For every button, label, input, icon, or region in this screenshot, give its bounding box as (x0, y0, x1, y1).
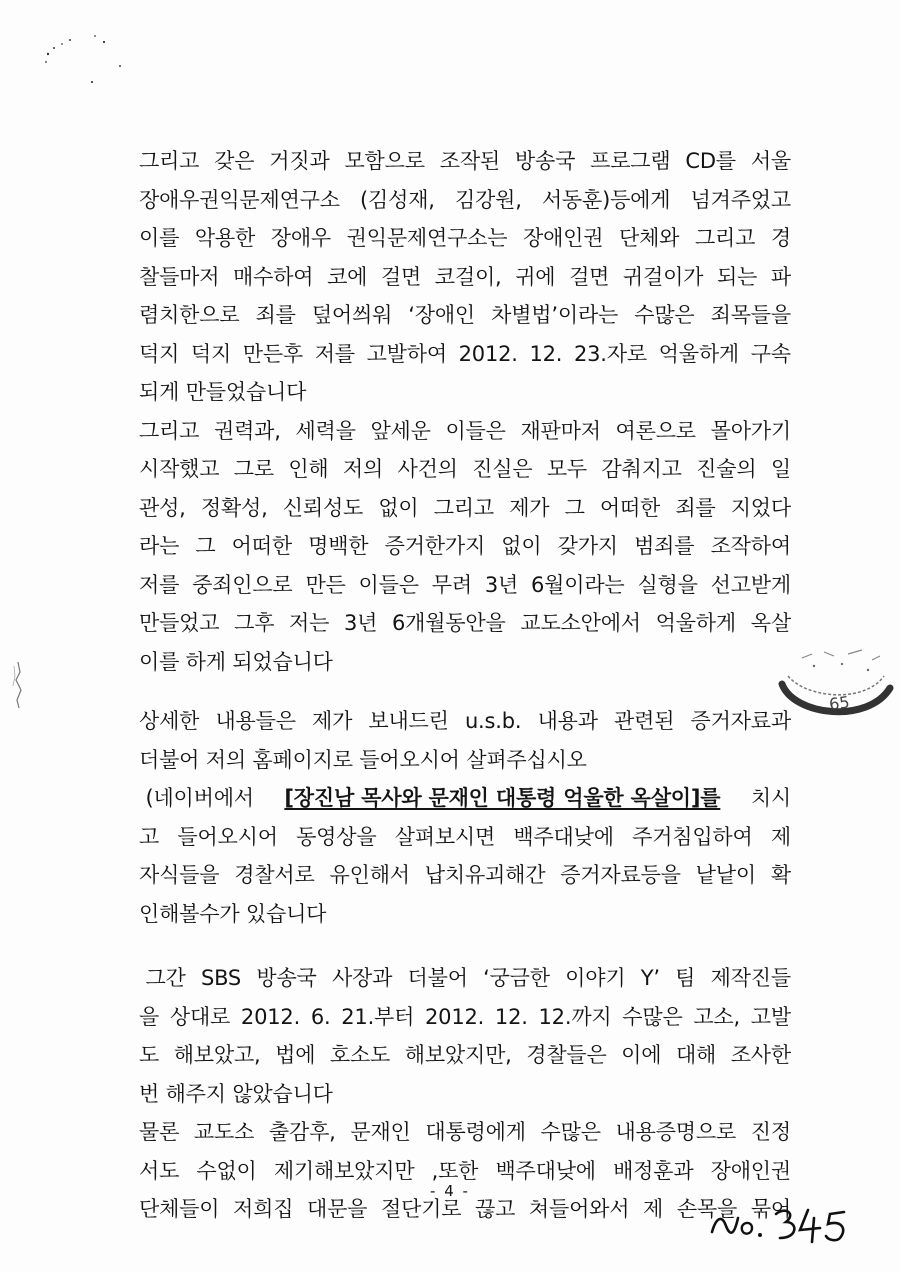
word: 해보았고, (173, 1043, 261, 1067)
word: 고 (139, 824, 160, 849)
word: 끊고 (475, 1197, 516, 1221)
word: ‘궁금한 (483, 966, 550, 990)
text-line (139, 856, 791, 895)
word: 교도소 (193, 1120, 255, 1144)
word: 고발하여 (366, 341, 447, 366)
word: 그리고 (139, 149, 200, 173)
scan-edge-mark (6, 660, 28, 710)
text-line (139, 1113, 791, 1152)
text-line (139, 702, 791, 741)
word: 3년 (343, 611, 378, 635)
word: 죄를 (675, 495, 716, 520)
word: 상대로 (169, 1004, 231, 1029)
word: 모함으로 (344, 149, 425, 173)
word: 정확성, (200, 495, 268, 520)
word: 코에 (327, 264, 368, 289)
word: 덕지 (190, 341, 232, 366)
word: 차별법’이라는 (491, 303, 619, 327)
word: 들어오시어 (359, 747, 460, 772)
word: (김성재, (360, 187, 435, 212)
word: 되게 (139, 380, 180, 404)
word: 그리고 (694, 226, 756, 250)
word: 어떠한 (599, 495, 661, 520)
word: 일 (770, 457, 791, 481)
word: 단체와 (619, 226, 680, 250)
word: 제가 (312, 709, 353, 733)
word: 제작진들 (710, 966, 791, 990)
word: 6. (310, 1004, 331, 1029)
word: 21.부터 (341, 1004, 415, 1029)
word: 앞세운 (370, 418, 431, 443)
text-line (139, 181, 791, 220)
word: 신뢰성도 (282, 495, 364, 520)
word: 세력을 (295, 418, 356, 443)
word: 만든 (305, 572, 346, 597)
text-line (139, 998, 791, 1037)
word: 2012. (425, 1004, 485, 1029)
word: 유인해서 (329, 863, 410, 887)
word: Y’ (640, 966, 660, 990)
word: 상세한 (139, 709, 200, 733)
word: 더불어 (407, 966, 468, 990)
word: 확 (770, 863, 791, 887)
word: 23.자로 (573, 341, 647, 366)
word: 3년 (484, 572, 519, 597)
text-line (139, 450, 791, 489)
word: 그 (564, 495, 585, 520)
word: (네이버에서 (139, 786, 254, 810)
word: 조작된 (439, 149, 500, 173)
word: 거짓과 (269, 149, 330, 173)
word: 그후 (234, 611, 275, 635)
word: 그리고 (139, 418, 200, 443)
word: SBS (200, 966, 242, 990)
text-line (139, 1075, 791, 1114)
word: u.s.b. (464, 709, 522, 733)
word: 만들었고 (139, 611, 220, 635)
word: 찰들마저 (139, 264, 220, 289)
word: 이를 (139, 226, 180, 250)
word: 만든후 (242, 341, 304, 366)
word: 대문을 (307, 1197, 368, 1221)
ink-stamp (772, 636, 896, 728)
word: 진술의 (696, 457, 757, 481)
word: 더불어 (139, 747, 200, 772)
word: 감춰지고 (601, 457, 682, 481)
word: 없이 (378, 495, 419, 520)
word: 들어오시어 (177, 824, 278, 849)
word: 을 (139, 1004, 160, 1029)
word: CD를 (685, 149, 736, 173)
word: 대통령에게 (425, 1120, 526, 1144)
text-line (139, 604, 791, 643)
word: 귀걸이가 (622, 264, 704, 289)
word: 고소, (693, 1004, 740, 1029)
word: 덮어씌워 (311, 303, 393, 327)
word: 인해 (288, 457, 329, 481)
word: 6월이라는 (531, 572, 625, 597)
word: 저를 (314, 341, 355, 366)
word: 저는 (289, 611, 330, 635)
word: 매수하여 (233, 264, 314, 289)
word: 걸면 (569, 264, 610, 289)
word: 모두 (546, 457, 587, 481)
word: 권익문제연구소는 (346, 226, 508, 250)
word: 죄를 (255, 303, 296, 327)
letter-body (139, 142, 791, 1229)
word: 갖가지 (557, 534, 618, 558)
text-line (139, 258, 791, 297)
text-line (139, 1036, 791, 1075)
word: 제 (770, 824, 791, 849)
word: 옥살 (750, 611, 791, 635)
page-number: - 4 - (430, 1182, 470, 1200)
word: 제가 (509, 495, 550, 520)
handwritten-document-number (700, 1192, 870, 1252)
word: 구속 (750, 341, 791, 366)
text-line (139, 643, 791, 682)
word: 재판마저 (520, 418, 601, 443)
word: 서울 (750, 149, 791, 173)
word: 수많은 (540, 1120, 601, 1144)
text-line (139, 335, 791, 374)
word: 관성, (139, 495, 186, 520)
text-line (139, 373, 791, 412)
word: 라는 (139, 534, 180, 558)
word: 걸면 (380, 264, 422, 289)
word: 지었다 (730, 495, 791, 520)
word: 코걸이, (434, 264, 502, 289)
word: 해주지 (165, 1081, 226, 1106)
word: 호소도 (329, 1043, 391, 1067)
word: 범죄를 (634, 534, 695, 558)
word: 절단기로 (380, 1197, 462, 1221)
word: 살펴주십시오 (466, 747, 587, 772)
word: 대해 (675, 1043, 717, 1067)
text-line (139, 219, 791, 258)
word: 방송국 (256, 966, 317, 990)
word: 억울하게 (655, 611, 736, 635)
word: 진실은 (472, 457, 533, 481)
word: 이들은 (445, 418, 506, 443)
word: 수많은 (634, 303, 695, 327)
word: 저희집 (233, 1197, 294, 1221)
word: 제 (643, 1197, 664, 1221)
word: 경 (770, 226, 791, 250)
word: 저의 (342, 457, 384, 481)
word: 2012. (240, 1004, 301, 1029)
paragraph-gap (139, 933, 791, 959)
word: 치시 (750, 786, 791, 810)
word: 덕지 (139, 341, 180, 366)
word: 되었습니다 (232, 649, 333, 674)
word: 내용들은 (215, 709, 296, 733)
word: 낱낱이 (695, 863, 756, 887)
text-line (139, 412, 791, 451)
word: 12.까지 (538, 1004, 612, 1029)
word: 렴치한으로 (139, 303, 240, 327)
word: 되는 (716, 264, 758, 289)
word: 손목을 (676, 1197, 738, 1221)
word: 장애우 (270, 226, 332, 250)
word: 시작했고 (139, 457, 220, 481)
word: 제기해보았지만 (273, 1158, 415, 1183)
word: 번 (139, 1081, 160, 1106)
word: 문재인 (350, 1120, 411, 1144)
word: 귀에 (515, 264, 556, 289)
word: 이를 (139, 649, 180, 674)
word: 않았습니다 (232, 1081, 333, 1106)
word: 저를 (139, 572, 180, 597)
word: 사건의 (397, 457, 458, 481)
word: 단체들이 (139, 1197, 220, 1221)
word: ‘장애인 (408, 303, 476, 327)
word: 억울하게 (658, 341, 740, 366)
word: 권력과, (214, 418, 281, 443)
word: 납치유괴해간 (424, 863, 546, 887)
word: 팀 (675, 966, 696, 990)
word: 조사한 (730, 1043, 791, 1067)
text-line (139, 959, 791, 998)
text-line (139, 566, 791, 605)
word: 있습니다 (245, 901, 327, 926)
word: 이들은 (358, 572, 419, 597)
word: 경찰서로 (234, 863, 315, 887)
word: 선고받게 (710, 572, 791, 597)
word: 배정훈과 (613, 1158, 694, 1183)
word: 그리고 (433, 495, 494, 520)
text-line (139, 818, 791, 857)
word: 도 (139, 1043, 160, 1067)
word: 무려 (431, 572, 472, 597)
word: 서도 (139, 1158, 180, 1183)
word: 프로그램 (590, 149, 671, 173)
word: 어떠한 (231, 534, 292, 558)
word: 갖은 (214, 149, 255, 173)
word: 12. (494, 1004, 528, 1029)
scan-specks (40, 26, 140, 96)
text-line (139, 489, 791, 528)
word: 교도소안에서 (520, 611, 641, 635)
word: 인해볼수가 (139, 901, 240, 926)
word: 내용과 (537, 709, 598, 733)
word: ,또한 (431, 1158, 479, 1183)
word: 해보았지만, (404, 1043, 512, 1067)
word: 내용증명으로 (615, 1120, 737, 1144)
word: 경찰들은 (526, 1043, 607, 1067)
word: 백주대낮에 (495, 1158, 596, 1183)
word: 장애인권 (710, 1158, 791, 1183)
word: 동영상을 (296, 824, 377, 849)
text-line (139, 895, 791, 934)
word: 그간 (139, 966, 186, 990)
word: 그 (195, 534, 216, 558)
word: 수없이 (196, 1158, 257, 1183)
word: 쳐들어와서 (528, 1197, 630, 1221)
word: 장애우권익문제연구소 (139, 187, 340, 212)
text-line (139, 142, 791, 181)
word: 넘겨주었고 (690, 187, 791, 212)
word: 만들었습니다 (185, 380, 307, 404)
word: 12. (529, 341, 563, 366)
word: 명백한 (308, 534, 369, 558)
word: 백주대낮에 (513, 824, 614, 849)
word: 파 (770, 264, 791, 289)
text-line (139, 779, 791, 818)
word: 주거침입하여 (632, 824, 753, 849)
word: 이야기 (565, 966, 626, 990)
word: 진정 (750, 1120, 791, 1144)
text-line (139, 741, 791, 780)
word: 하게 (185, 649, 226, 674)
word: 2012. (458, 341, 518, 366)
word: 이에 (621, 1043, 662, 1067)
word: 실형을 (637, 572, 698, 597)
word: 장애인권 (523, 226, 604, 250)
word: 법에 (275, 1043, 316, 1067)
word: 살펴보시면 (394, 824, 496, 849)
word: 관련된 (614, 709, 675, 733)
word: 그로 (233, 457, 274, 481)
word: 중죄인으로 (192, 572, 293, 597)
word: 몰아가기 (710, 418, 791, 443)
search-keyword: [장진남 목사와 문재인 대통령 억울한 옥살이]를 (284, 786, 721, 810)
svg-text:65: 65 (827, 692, 851, 714)
word: 보내드린 (368, 709, 449, 733)
word: 죄목들을 (710, 303, 791, 327)
word: 증거한가지 (384, 534, 486, 558)
word: 김강원, (454, 187, 522, 212)
word: 물론 (139, 1120, 180, 1144)
word: 묶어 (750, 1197, 791, 1221)
paragraph-gap (139, 681, 791, 702)
word: 저의 (205, 747, 246, 772)
word: 서동훈)등에게 (541, 187, 671, 212)
word: 수많은 (622, 1004, 683, 1029)
word: 방송국 (514, 149, 576, 173)
text-line (139, 296, 791, 335)
word: 증거자료과 (690, 709, 791, 733)
word: 없이 (501, 534, 542, 558)
word: 악용한 (194, 226, 256, 250)
word: 사장과 (331, 966, 393, 990)
word: 홈페이지로 (252, 747, 353, 772)
word: 증거자료등을 (560, 863, 681, 887)
word: 고발 (750, 1004, 791, 1029)
text-line (139, 527, 791, 566)
word: 6개월동안을 (392, 611, 506, 635)
word: 출감후, (268, 1120, 336, 1144)
word: 조작하여 (710, 534, 791, 558)
word: 여론으로 (615, 418, 696, 443)
word: 자식들을 (139, 863, 220, 887)
